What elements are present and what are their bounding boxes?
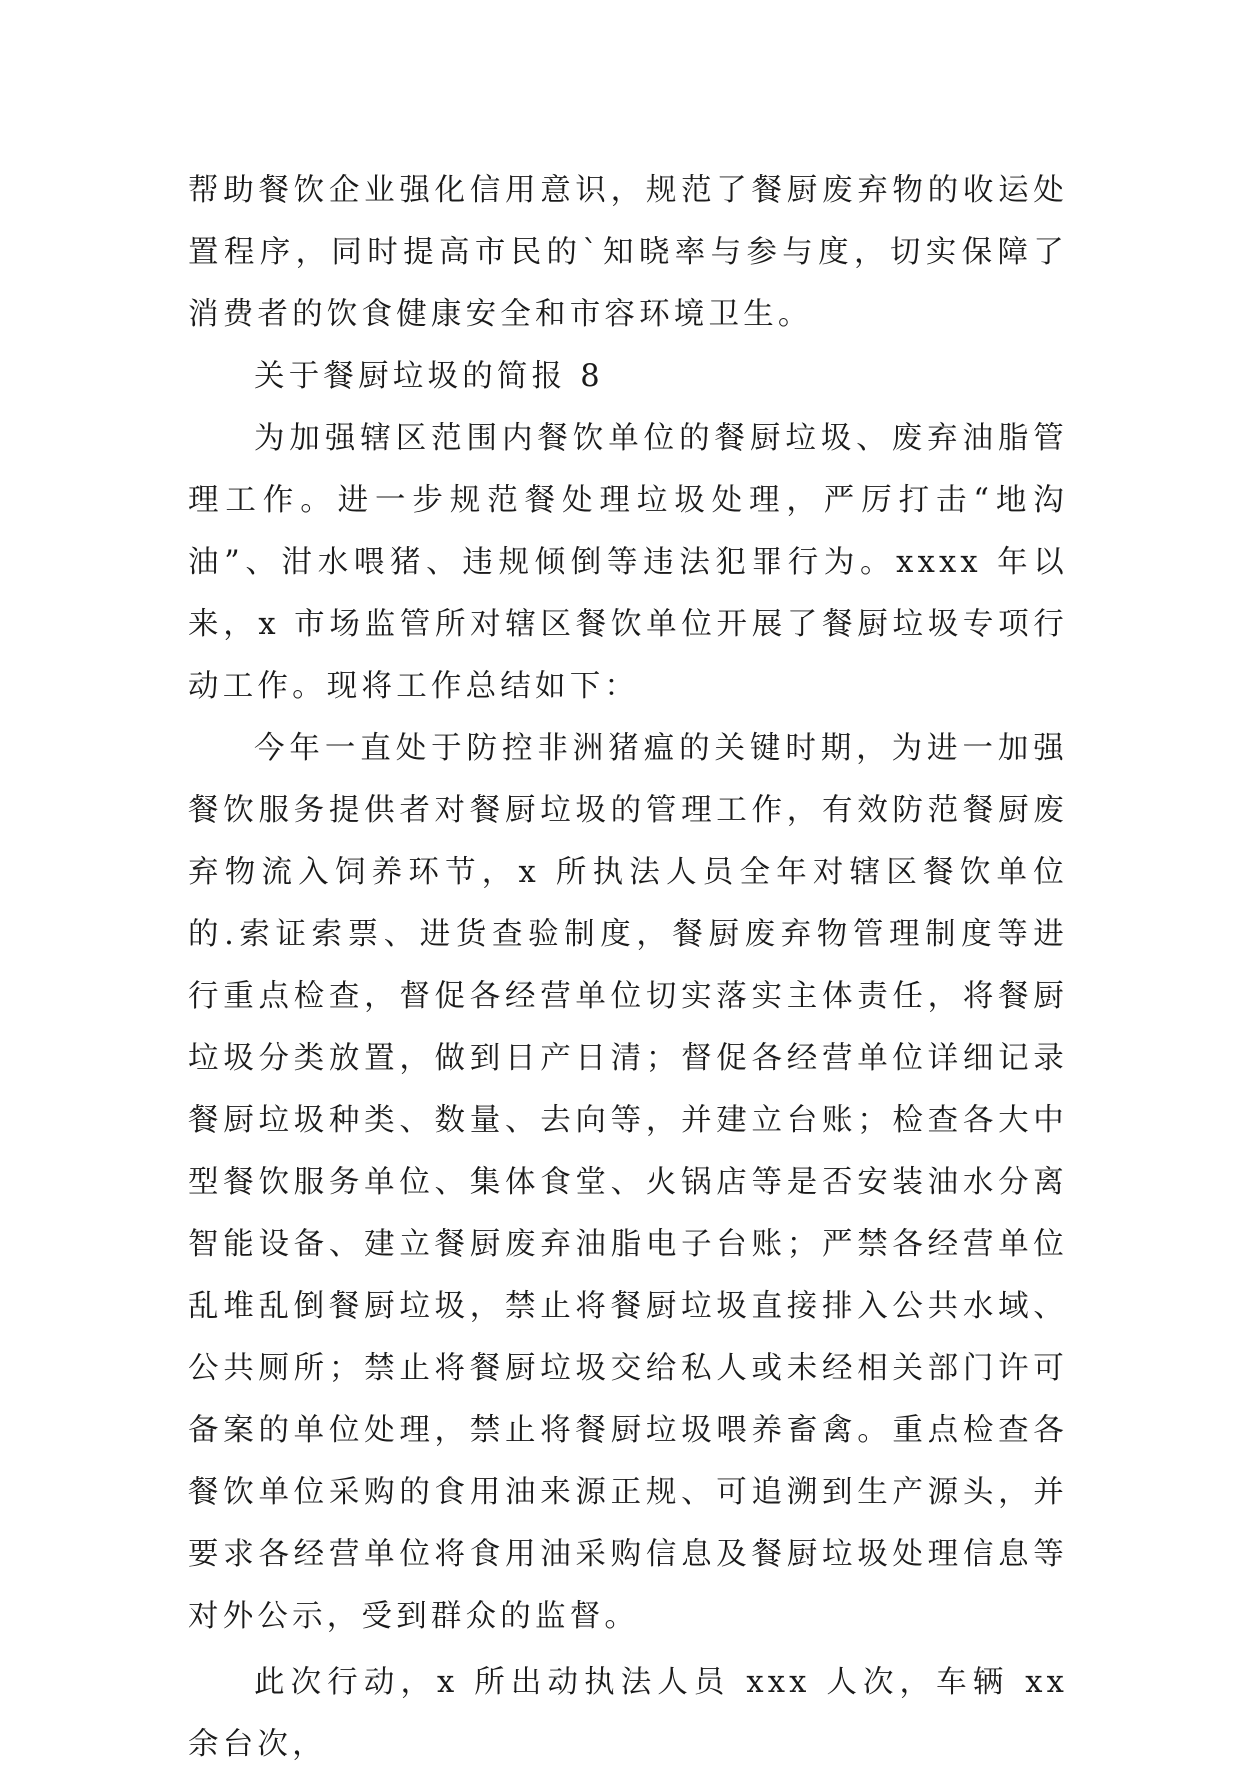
paragraph-inspection-details: 今年一直处于防控非洲猪瘟的关键时期，为进一加强餐饮服务提供者对餐厨垃圾的管理工作，有效防范餐厨废弃物流入饲养环节，x 所执法人员全年对辖区餐饮单位的.索证索票、进货查验制度，餐厨废弃物管理制度等进行重点检查，督促各经营单位切实落实主体责任，将餐厨垃圾分类放置，做到日产日清；督促各经营单位详细记录餐厨垃圾种类、数量、去向等，并建立台账；检查各大中型餐饮服务单位、集体食堂、火锅店等是否安装油水分离智能设备、建立餐厨废弃油脂电子台账；严禁各经营单位乱堆乱倒餐厨垃圾，禁止将餐厨垃圾直接排入公共水域、公共厕所；禁止将餐厨垃圾交给私人或未经相关部门许可备案的单位处理，禁止将餐厨垃圾喂养畜禽。重点检查各餐饮单位采购的食用油来源正规、可追溯到生产源头，并要求各经营单位将食用油采购信息及餐厨垃圾处理信息等对外公示，受到群众的监督。 (188, 731, 1068, 1634)
document-body (188, 160, 1068, 1776)
paragraph-purpose: 为加强辖区范围内餐饮单位的餐厨垃圾、废弃油脂管理工作。进一步规范餐处理垃圾处理，严厉打击“地沟油”、泔水喂猪、违规倾倒等违法犯罪行为。xxxx 年以来，x 市场监管所对辖区餐饮单位开展了餐厨垃圾专项行动工作。现将工作总结如下： (188, 421, 1068, 704)
paragraph-intro-continuation: 帮助餐饮企业强化信用意识，规范了餐厨废弃物的收运处置程序，同时提高市民的`知晓率与参与度，切实保障了消费者的饮食健康安全和市容环境卫生。 (188, 173, 1068, 332)
paragraph-action-summary: 此次行动，x 所出动执法人员 xxx 人次，车辆 xx 余台次， (188, 1665, 1068, 1762)
section-heading: 关于餐厨垃圾的简报 8 (254, 359, 604, 394)
